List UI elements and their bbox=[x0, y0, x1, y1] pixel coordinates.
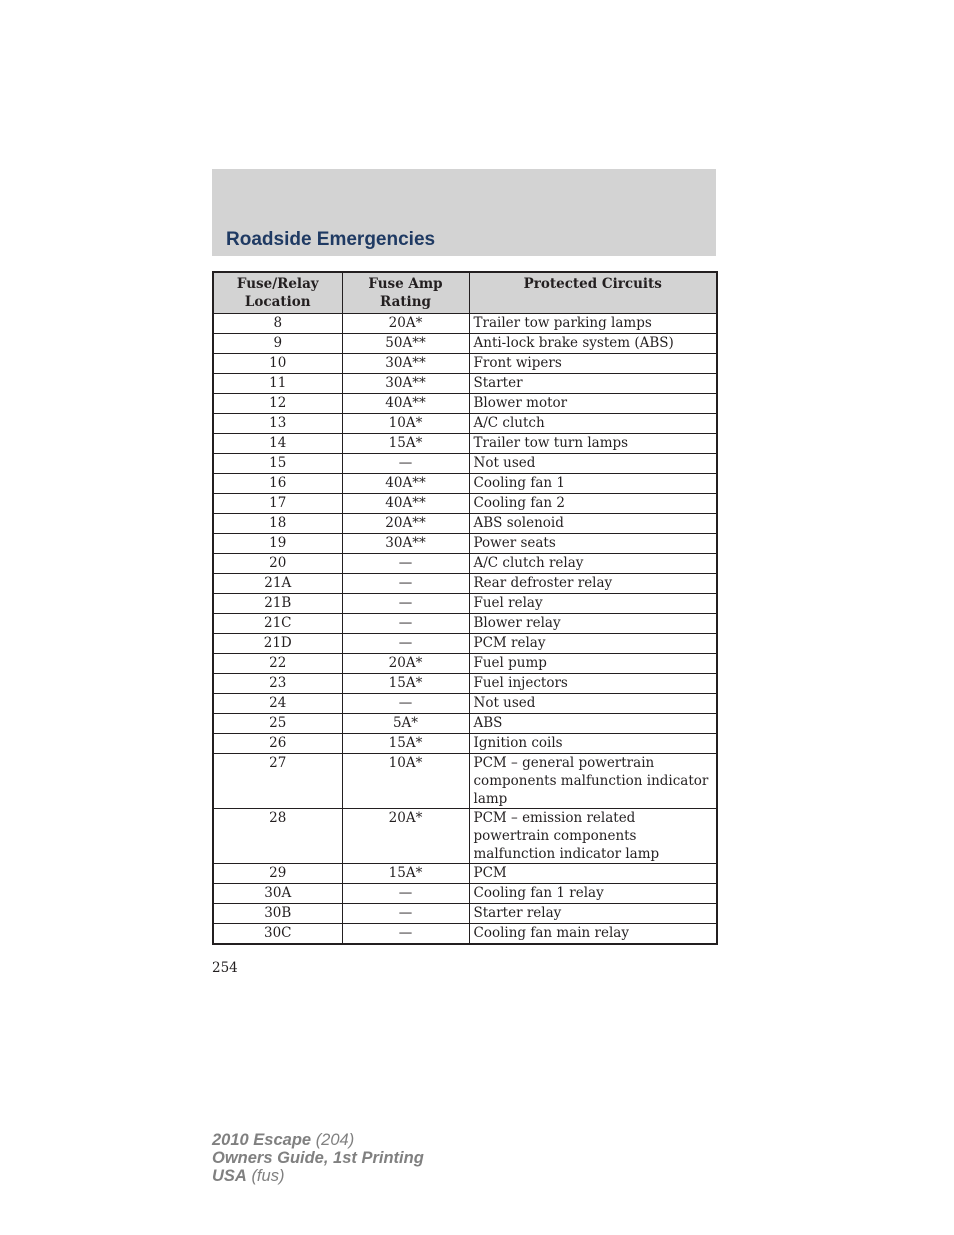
cell-location: 18 bbox=[213, 514, 342, 534]
cell-location: 19 bbox=[213, 534, 342, 554]
cell-rating: — bbox=[342, 594, 469, 614]
cell-circuit: A/C clutch relay bbox=[469, 554, 717, 574]
table-row bbox=[213, 634, 717, 654]
table-row bbox=[213, 394, 717, 414]
table-row bbox=[213, 654, 717, 674]
cell-location: 8 bbox=[213, 314, 342, 334]
cell-rating: 15A* bbox=[342, 674, 469, 694]
table-row bbox=[213, 674, 717, 694]
document-footer bbox=[212, 1131, 424, 1185]
cell-location: 29 bbox=[213, 864, 342, 884]
cell-location: 15 bbox=[213, 454, 342, 474]
table-row bbox=[213, 514, 717, 534]
footer-model: 2010 Escape bbox=[212, 1131, 312, 1149]
cell-rating: — bbox=[342, 634, 469, 654]
cell-circuit: Power seats bbox=[469, 534, 717, 554]
cell-circuit: PCM – general powertrain components malfunction indicator lamp bbox=[469, 754, 717, 809]
column-header-rating: Fuse Amp Rating bbox=[342, 272, 469, 314]
cell-rating: 15A* bbox=[342, 434, 469, 454]
table-row bbox=[213, 614, 717, 634]
table-row bbox=[213, 374, 717, 394]
cell-location: 20 bbox=[213, 554, 342, 574]
section-header-band bbox=[212, 169, 716, 256]
column-header-location: Fuse/Relay Location bbox=[213, 272, 342, 314]
cell-circuit: Rear defroster relay bbox=[469, 574, 717, 594]
cell-circuit: Cooling fan main relay bbox=[469, 924, 717, 945]
cell-location: 10 bbox=[213, 354, 342, 374]
column-header-circuits: Protected Circuits bbox=[469, 272, 717, 314]
cell-circuit: Fuel relay bbox=[469, 594, 717, 614]
cell-circuit: Blower motor bbox=[469, 394, 717, 414]
cell-circuit: Not used bbox=[469, 694, 717, 714]
cell-circuit: Trailer tow parking lamps bbox=[469, 314, 717, 334]
table-row bbox=[213, 884, 717, 904]
cell-rating: 20A** bbox=[342, 514, 469, 534]
footer-line-market bbox=[212, 1167, 424, 1185]
cell-location: 28 bbox=[213, 809, 342, 864]
cell-rating: 40A** bbox=[342, 474, 469, 494]
header-row bbox=[213, 272, 717, 314]
cell-circuit: ABS solenoid bbox=[469, 514, 717, 534]
fuse-table-body bbox=[213, 314, 717, 945]
cell-location: 25 bbox=[213, 714, 342, 734]
cell-rating: — bbox=[342, 574, 469, 594]
table-row bbox=[213, 534, 717, 554]
cell-circuit: Fuel injectors bbox=[469, 674, 717, 694]
cell-circuit: PCM relay bbox=[469, 634, 717, 654]
cell-circuit: Not used bbox=[469, 454, 717, 474]
table-row bbox=[213, 864, 717, 884]
cell-rating: 30A** bbox=[342, 374, 469, 394]
cell-location: 27 bbox=[213, 754, 342, 809]
table-row bbox=[213, 414, 717, 434]
table-row bbox=[213, 714, 717, 734]
footer-guide: Owners Guide, 1st Printing bbox=[212, 1149, 424, 1167]
cell-circuit: Starter relay bbox=[469, 904, 717, 924]
cell-circuit: Ignition coils bbox=[469, 734, 717, 754]
cell-location: 9 bbox=[213, 334, 342, 354]
cell-circuit: Cooling fan 1 relay bbox=[469, 884, 717, 904]
table-row bbox=[213, 314, 717, 334]
footer-market: USA bbox=[212, 1167, 247, 1185]
cell-location: 21A bbox=[213, 574, 342, 594]
section-title: Roadside Emergencies bbox=[226, 229, 436, 250]
cell-circuit: Front wipers bbox=[469, 354, 717, 374]
cell-rating: — bbox=[342, 694, 469, 714]
cell-location: 26 bbox=[213, 734, 342, 754]
table-row bbox=[213, 434, 717, 454]
cell-location: 13 bbox=[213, 414, 342, 434]
cell-rating: — bbox=[342, 904, 469, 924]
table-row bbox=[213, 554, 717, 574]
fuse-table bbox=[212, 271, 718, 945]
cell-location: 14 bbox=[213, 434, 342, 454]
cell-circuit: A/C clutch bbox=[469, 414, 717, 434]
table-row bbox=[213, 474, 717, 494]
cell-rating: — bbox=[342, 924, 469, 945]
table-row bbox=[213, 754, 717, 809]
cell-rating: 40A** bbox=[342, 394, 469, 414]
table-row bbox=[213, 454, 717, 474]
cell-location: 30A bbox=[213, 884, 342, 904]
page-number: 254 bbox=[212, 960, 238, 976]
cell-location: 21B bbox=[213, 594, 342, 614]
cell-circuit: Cooling fan 1 bbox=[469, 474, 717, 494]
cell-circuit: Cooling fan 2 bbox=[469, 494, 717, 514]
cell-circuit: ABS bbox=[469, 714, 717, 734]
table-row bbox=[213, 809, 717, 864]
cell-rating: 10A* bbox=[342, 754, 469, 809]
cell-circuit: PCM bbox=[469, 864, 717, 884]
fuse-table-header bbox=[213, 272, 717, 314]
cell-rating: 20A* bbox=[342, 809, 469, 864]
cell-rating: 30A** bbox=[342, 534, 469, 554]
table-row bbox=[213, 904, 717, 924]
cell-location: 30B bbox=[213, 904, 342, 924]
cell-location: 21D bbox=[213, 634, 342, 654]
cell-circuit: Trailer tow turn lamps bbox=[469, 434, 717, 454]
cell-rating: 15A* bbox=[342, 734, 469, 754]
table-row bbox=[213, 574, 717, 594]
footer-line-model bbox=[212, 1131, 424, 1149]
table-row bbox=[213, 734, 717, 754]
cell-circuit: Blower relay bbox=[469, 614, 717, 634]
cell-location: 21C bbox=[213, 614, 342, 634]
cell-circuit: Fuel pump bbox=[469, 654, 717, 674]
footer-market-code: (fus) bbox=[251, 1167, 285, 1185]
cell-location: 22 bbox=[213, 654, 342, 674]
cell-rating: 15A* bbox=[342, 864, 469, 884]
table-row bbox=[213, 334, 717, 354]
cell-location: 17 bbox=[213, 494, 342, 514]
table-row bbox=[213, 354, 717, 374]
cell-circuit: PCM – emission related powertrain components malfunction indicator lamp bbox=[469, 809, 717, 864]
cell-circuit: Anti-lock brake system (ABS) bbox=[469, 334, 717, 354]
table-row bbox=[213, 594, 717, 614]
cell-rating: — bbox=[342, 614, 469, 634]
cell-rating: 30A** bbox=[342, 354, 469, 374]
cell-location: 16 bbox=[213, 474, 342, 494]
cell-rating: 50A** bbox=[342, 334, 469, 354]
cell-rating: 20A* bbox=[342, 314, 469, 334]
cell-location: 24 bbox=[213, 694, 342, 714]
cell-location: 11 bbox=[213, 374, 342, 394]
cell-rating: 20A* bbox=[342, 654, 469, 674]
cell-rating: 10A* bbox=[342, 414, 469, 434]
table-row bbox=[213, 924, 717, 945]
cell-rating: 40A** bbox=[342, 494, 469, 514]
cell-rating: — bbox=[342, 884, 469, 904]
cell-location: 30C bbox=[213, 924, 342, 945]
cell-rating: — bbox=[342, 454, 469, 474]
table-row bbox=[213, 694, 717, 714]
footer-line-guide bbox=[212, 1149, 424, 1167]
table-row bbox=[213, 494, 717, 514]
cell-rating: — bbox=[342, 554, 469, 574]
footer-model-code: (204) bbox=[315, 1131, 355, 1149]
cell-location: 23 bbox=[213, 674, 342, 694]
cell-circuit: Starter bbox=[469, 374, 717, 394]
cell-location: 12 bbox=[213, 394, 342, 414]
cell-rating: 5A* bbox=[342, 714, 469, 734]
